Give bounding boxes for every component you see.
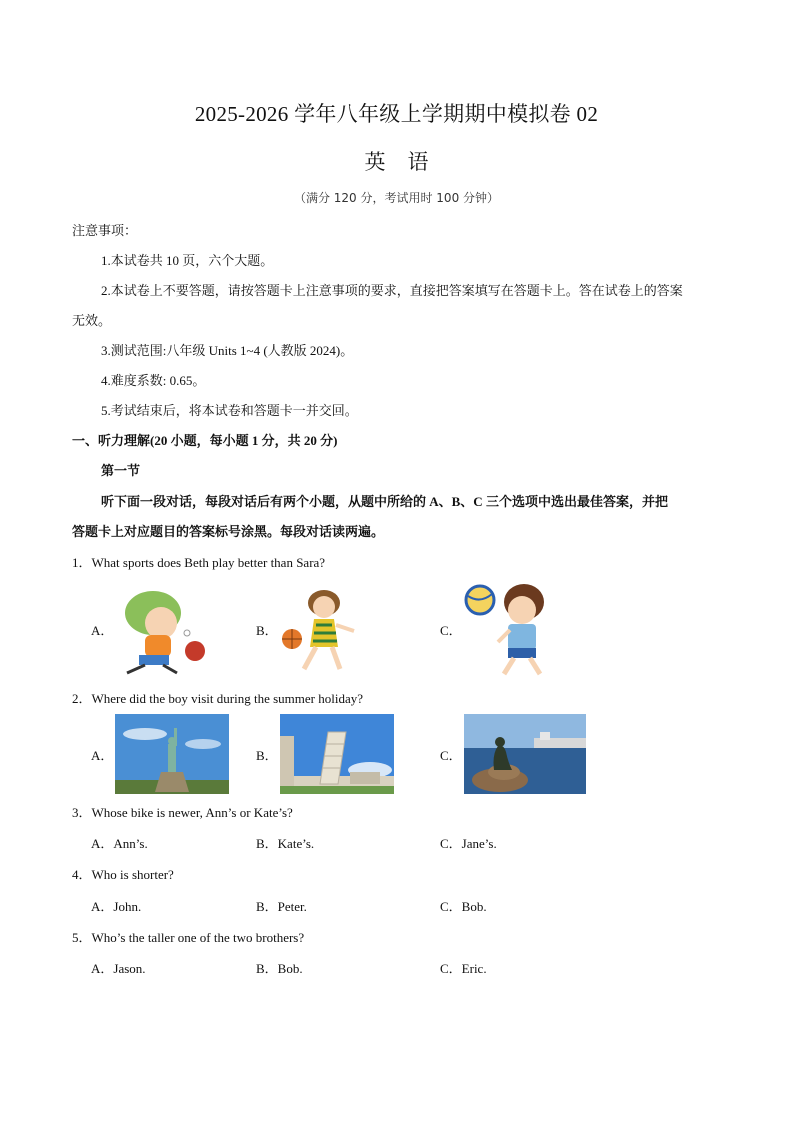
little-mermaid-picture	[464, 714, 586, 794]
basketball-girl-picture	[280, 585, 360, 677]
q3-option-a: A．Ann’s.	[91, 836, 148, 851]
statue-of-liberty-picture	[115, 714, 229, 794]
part-heading: 第一节	[101, 463, 141, 478]
q5-option-b: B．Bob.	[256, 961, 303, 976]
q4-option-b: B．Peter.	[256, 899, 307, 914]
note-item-2-line1: 2.本试卷上不要答题，请按答题卡上注意事项的要求，直接把答案填写在答题卡上。答在试卷上的答案	[101, 283, 683, 298]
instruction-line2: 答题卡上对应题目的答案标号涂黑。每段对话读两遍。	[72, 524, 385, 539]
q5-option-a: A．Jason.	[91, 961, 146, 976]
note-item-1: 1.本试卷共 10 页，六个大题。	[101, 253, 274, 268]
q3-option-b: B．Kate’s.	[256, 836, 315, 851]
note-item-2-line2: 无效。	[72, 313, 112, 328]
subject-title: 英语	[364, 150, 451, 174]
q2-option-b: B．	[256, 748, 278, 763]
q1-option-a: A．	[91, 623, 114, 638]
leaning-tower-of-pisa-picture	[280, 714, 394, 794]
table-tennis-girl-picture	[115, 585, 207, 677]
page-title: 2025-2026 学年八年级上学期期中模拟卷 02	[194, 102, 599, 126]
question-5-stem: 5．Who’s the taller one of the two brothers?	[72, 930, 305, 945]
q2-option-c: C．	[440, 748, 462, 763]
instruction-line1: 听下面一段对话，每段对话后有两个小题，从题中所给的 A、B、C 三个选项中选出最佳答案，并把	[101, 494, 668, 509]
question-2-stem: 2．Where did the boy visit during the summer holiday?	[72, 691, 363, 706]
note-item-5: 5.考试结束后，将本试卷和答题卡一并交回。	[101, 403, 358, 418]
exam-meta: （满分 120 分，考试用时 100 分钟）	[293, 191, 500, 205]
volleyball-girl-picture	[464, 580, 556, 678]
question-4-stem: 4．Who is shorter?	[72, 867, 174, 882]
q1-option-b: B．	[256, 623, 278, 638]
q2-option-a: A．	[91, 748, 114, 763]
q5-option-c: C．Eric.	[440, 961, 487, 976]
section-heading: 一、听力理解(20 小题，每小题 1 分，共 20 分)	[72, 433, 338, 448]
q3-option-c: C．Jane’s.	[440, 836, 497, 851]
q4-option-a: A．John.	[91, 899, 142, 914]
question-3-stem: 3．Whose bike is newer, Ann’s or Kate’s?	[72, 805, 293, 820]
notes-heading: 注意事项：	[72, 223, 138, 238]
q4-option-c: C．Bob.	[440, 899, 487, 914]
note-item-3: 3.测试范围:八年级 Units 1~4 (人教版 2024)。	[101, 343, 354, 358]
note-item-4: 4.难度系数: 0.65。	[101, 373, 206, 388]
q1-option-c: C．	[440, 623, 462, 638]
question-1-stem: 1．What sports does Beth play better than Sara?	[72, 555, 326, 570]
